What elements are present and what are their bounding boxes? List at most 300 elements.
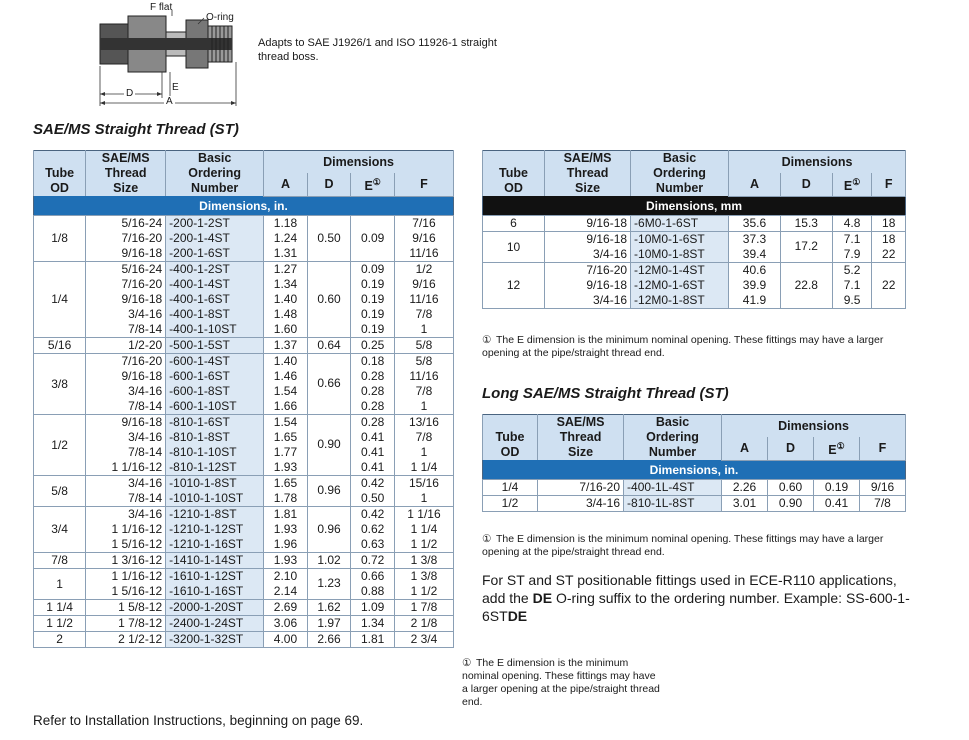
d-cell-value: 0.96 [317, 483, 341, 497]
ordering-number-cell-value: -200-1-2ST [169, 215, 230, 230]
header-a-text: A [280, 177, 290, 192]
f-cell-value: 11/16 [409, 368, 439, 383]
table-row [34, 261, 454, 337]
header-ordering-number-line: Ordering [188, 166, 242, 180]
e-cell [351, 631, 395, 647]
f-cell [394, 599, 453, 615]
tube-od-cell: 1/8 [34, 215, 86, 261]
header-tube-od-line: OD [500, 445, 520, 459]
f-cell-value: 1 1/16 [407, 506, 441, 521]
ordering-number-cell-value: -1010-1-10ST [169, 490, 244, 505]
a-cell [264, 353, 308, 414]
a-cell-value: 1.65 [273, 429, 298, 444]
header-d-text: D [324, 177, 334, 192]
a-cell [729, 262, 781, 308]
f-cell [394, 337, 453, 353]
a-cell-value: 1.31 [273, 245, 298, 260]
d-label: D [126, 88, 134, 99]
f-cell [394, 631, 453, 647]
header-thread-size-line: Thread [104, 166, 147, 180]
f-cell [872, 262, 906, 308]
tube-od-cell: 1/2 [483, 495, 538, 511]
ordering-number-cell [631, 262, 729, 308]
ece-text-1: For ST and ST positionable fittings used in ECE-R110 applications, add the [482, 572, 897, 606]
header-ordering-number-line: Basic [662, 151, 697, 165]
f-cell-value: 11/16 [409, 245, 439, 260]
header-thread-size-line: Size [113, 181, 139, 195]
f-cell-value: 9/16 [870, 479, 895, 494]
f-cell [859, 495, 905, 511]
a-cell-value: 1.96 [273, 536, 298, 551]
tube-od-cell: 1/4 [34, 261, 86, 337]
a-cell-value: 3.01 [732, 495, 757, 510]
e-cell-value: 0.42 [360, 475, 385, 490]
e-cell-value: 7.9 [843, 246, 861, 261]
footnote-mark: ① [836, 441, 845, 452]
tube-od-cell: 6 [483, 215, 545, 231]
f-cell [394, 475, 453, 506]
f-flat-label: F flat [150, 2, 173, 13]
ordering-number-cell-value: -810-1L-8ST [627, 495, 695, 510]
metric-footnote [482, 334, 912, 360]
f-cell [394, 506, 453, 552]
table-header [34, 151, 454, 197]
units-band [483, 460, 906, 479]
f-cell [872, 231, 906, 262]
footnote-mark: ① [372, 177, 381, 188]
header-e-text: E [843, 179, 853, 194]
thread-size-cell-value: 3/4-16 [128, 429, 163, 444]
a-cell [729, 231, 781, 262]
thread-size-cell-value: 9/16-18 [121, 245, 163, 260]
ordering-number-cell [624, 479, 722, 495]
e-cell-value: 0.19 [360, 276, 385, 291]
tube-od-cell: 3/8 [34, 353, 86, 414]
header-ordering-number-line: Number [655, 181, 704, 195]
a-cell-value: 3.06 [273, 615, 298, 630]
header-e [832, 173, 872, 196]
f-cell-value: 5/8 [415, 353, 433, 368]
header-a-text: A [740, 441, 750, 456]
ece-bold-1: DE [532, 590, 553, 606]
ordering-number-cell-value: -1610-1-16ST [169, 583, 244, 598]
d-cell-value: 0.64 [317, 337, 341, 352]
footnote-mark: ① [482, 533, 492, 545]
tube-od-cell: 2 [34, 631, 86, 647]
header-e-text: E [364, 179, 373, 194]
thread-size-cell-value: 5/16-24 [121, 215, 163, 230]
d-cell [768, 479, 814, 495]
f-cell-value: 1 [420, 398, 428, 413]
e-cell [351, 261, 395, 337]
ordering-number-cell [166, 631, 264, 647]
d-cell-value: 2.66 [317, 631, 341, 646]
table-row [34, 506, 454, 552]
tube-od-cell: 12 [483, 262, 545, 308]
a-cell-value: 1.93 [273, 459, 298, 474]
ordering-number-cell [166, 215, 264, 261]
e-cell [351, 215, 395, 261]
metric-table [482, 150, 906, 309]
header-e [814, 437, 860, 460]
a-cell-value: 1.66 [273, 398, 298, 413]
header-tube-od-line: Tube [499, 166, 528, 180]
a-cell-value: 4.00 [273, 631, 298, 646]
ordering-number-cell [166, 552, 264, 568]
a-cell-value: 35.6 [742, 215, 767, 230]
ordering-number-cell-value: -810-1-12ST [169, 459, 237, 474]
thread-size-cell-value: 9/16-18 [121, 368, 163, 383]
ordering-number-cell [166, 615, 264, 631]
e-cell-value: 0.19 [360, 306, 385, 321]
f-cell-value: 7/8 [415, 383, 433, 398]
d-cell-value: 0.66 [317, 376, 341, 390]
table-body [483, 479, 906, 511]
a-label: A [166, 96, 173, 107]
thread-size-cell [538, 479, 624, 495]
a-cell-value: 1.37 [273, 337, 298, 352]
thread-size-cell [86, 337, 166, 353]
ordering-number-cell-value: -810-1-10ST [169, 444, 237, 459]
header-tube-od [483, 151, 545, 197]
ordering-number-cell-value: -2000-1-20ST [169, 599, 244, 614]
e-cell-value: 0.62 [360, 521, 385, 536]
d-cell-value: 0.60 [778, 479, 803, 494]
header-ordering-number-line: Basic [197, 151, 232, 165]
thread-size-cell-value: 7/16-20 [579, 479, 621, 494]
a-cell [264, 615, 308, 631]
refer-line: Refer to Installation Instructions, beginning on page 69. [33, 713, 364, 728]
d-cell [307, 337, 351, 353]
f-cell-value: 9/16 [412, 230, 436, 245]
a-cell-value: 1.60 [273, 321, 298, 336]
units-band [483, 196, 906, 215]
d-cell [780, 231, 832, 262]
thread-size-cell [86, 631, 166, 647]
left-table-title: SAE/MS Straight Thread (ST) [33, 121, 239, 138]
e-cell-value: 1.34 [360, 615, 385, 630]
footnote-mark: ① [462, 657, 472, 669]
tube-od-cell: 1/4 [483, 479, 538, 495]
thread-size-cell-value: 9/16-18 [586, 231, 628, 246]
thread-size-cell-value: 9/16-18 [121, 291, 163, 306]
ordering-number-cell-value: -500-1-5ST [169, 337, 230, 352]
thread-size-cell [86, 261, 166, 337]
thread-size-cell-value: 9/16-18 [586, 277, 628, 292]
table-row [483, 479, 906, 495]
header-thread-size-line: SAE/MS [556, 415, 605, 429]
header-d-text: D [801, 177, 811, 192]
adapts-note: Adapts to SAE J1926/1 and ISO 11926-1 straight thread boss. [258, 37, 497, 63]
d-cell [307, 506, 351, 552]
table-row [34, 337, 454, 353]
a-cell [264, 599, 308, 615]
f-cell-value: 7/16 [412, 215, 436, 230]
ordering-number-cell [624, 495, 722, 511]
thread-size-cell-value: 3/4-16 [586, 495, 621, 510]
f-cell-value: 1 1/4 [410, 521, 438, 536]
ordering-number-cell [166, 506, 264, 552]
thread-size-cell-value: 5/16-24 [121, 261, 163, 276]
e-cell [814, 495, 860, 511]
e-cell-value: 7.1 [843, 277, 861, 292]
e-cell-value: 0.18 [360, 353, 385, 368]
e-cell [832, 262, 872, 308]
e-cell [814, 479, 860, 495]
ordering-number-cell-value: -400-1-6ST [169, 291, 230, 306]
ordering-number-cell-value: -200-1-4ST [169, 230, 230, 245]
a-cell-value: 1.46 [273, 368, 298, 383]
thread-size-cell-value: 9/16-18 [121, 414, 163, 429]
header-tube-od [34, 151, 86, 197]
e-cell [351, 599, 395, 615]
a-cell-value: 1.93 [273, 552, 298, 567]
ordering-number-cell-value: -600-1-10ST [169, 398, 237, 413]
e-cell-value: 5.2 [843, 262, 861, 277]
thread-size-cell [86, 552, 166, 568]
thread-size-cell [86, 615, 166, 631]
e-cell [351, 506, 395, 552]
table-row [34, 353, 454, 414]
thread-size-cell-value: 1 1/16-12 [111, 459, 163, 474]
a-cell-value: 1.34 [273, 276, 298, 291]
header-thread-size-line: Size [575, 181, 601, 195]
units-band-text: Dimensions, in. [34, 196, 454, 215]
tube-od-cell: 1 [34, 568, 86, 599]
ordering-number-cell-value: -6M0-1-6ST [634, 215, 699, 230]
d-cell-value: 1.02 [317, 552, 341, 567]
e-cell [351, 615, 395, 631]
header-f [859, 437, 905, 460]
thread-size-cell-value: 7/16-20 [586, 262, 628, 277]
a-cell-value: 40.6 [742, 262, 767, 277]
footnote-mark: ① [852, 177, 861, 188]
ordering-number-cell [166, 475, 264, 506]
header-tube-od-line: Tube [45, 166, 75, 180]
header-f-text: F [878, 441, 887, 456]
ordering-number-cell [166, 353, 264, 414]
header-thread-size [545, 151, 631, 197]
ordering-number-cell-value: -400-1-10ST [169, 321, 237, 336]
d-cell [768, 495, 814, 511]
ordering-number-cell-value: -1210-1-8ST [169, 506, 237, 521]
thread-size-cell [538, 495, 624, 511]
ordering-number-cell [166, 337, 264, 353]
f-cell-value: 18 [882, 231, 896, 246]
thread-size-cell [86, 599, 166, 615]
e-cell-value: 0.28 [360, 368, 385, 383]
f-cell-value: 2 1/8 [410, 615, 438, 630]
sae-ms-table [33, 150, 454, 648]
d-cell-value: 0.50 [317, 230, 341, 245]
a-cell-value: 1.24 [273, 230, 298, 245]
ordering-number-cell-value: -1410-1-14ST [169, 552, 244, 567]
d-cell-value: 0.60 [317, 291, 341, 306]
long-footnote-text: The E dimension is the minimum nominal opening. These fittings may have a larger opening at the pipe/straight thread end. [482, 533, 884, 558]
d-cell [780, 262, 832, 308]
units-band-text: Dimensions, mm [483, 196, 906, 215]
header-tube-od [483, 415, 538, 461]
table-row [483, 231, 906, 262]
f-cell [394, 615, 453, 631]
header-row [483, 415, 906, 438]
thread-size-cell [545, 262, 631, 308]
f-cell [394, 414, 453, 475]
bottom-footnote-text: The E dimension is the minimum nominal opening. These fittings may have a larger opening at the pipe/straight thread end. [462, 657, 660, 708]
f-cell-value: 11/16 [409, 291, 439, 306]
e-cell [351, 353, 395, 414]
thread-size-cell-value: 7/16-20 [121, 276, 163, 291]
f-cell-value: 7/8 [415, 429, 433, 444]
thread-size-cell-value: 1 7/8-12 [118, 615, 163, 630]
table-row [34, 475, 454, 506]
table-header [483, 415, 906, 461]
bottom-footnote [462, 657, 662, 709]
f-cell-value: 9/16 [412, 276, 436, 291]
a-cell [722, 495, 768, 511]
a-cell [264, 261, 308, 337]
thread-size-cell-value: 9/16-18 [586, 215, 628, 230]
long-table-title: Long SAE/MS Straight Thread (ST) [482, 385, 729, 402]
ordering-number-cell-value: -2400-1-24ST [169, 615, 244, 630]
units-band-row [483, 196, 906, 215]
a-cell-value: 1.77 [273, 444, 298, 459]
header-ordering-number [624, 415, 722, 461]
e-cell-value: 0.41 [360, 429, 385, 444]
ece-text-2: O-ring suffix to the ordering number. Example: SS-600-1-6ST [482, 590, 910, 624]
ordering-number-cell-value: -1610-1-12ST [169, 568, 244, 583]
tube-od-cell: 1 1/4 [34, 599, 86, 615]
a-cell-value: 41.9 [742, 292, 767, 307]
e-cell [351, 568, 395, 599]
f-cell-value: 22 [882, 246, 896, 261]
header-ordering-number-line: Number [648, 445, 697, 459]
tube-od-cell: 7/8 [34, 552, 86, 568]
f-cell-value: 1/2 [415, 261, 433, 276]
header-thread-size-line: SAE/MS [101, 151, 150, 165]
d-cell-value: 1.62 [317, 599, 341, 614]
f-cell [872, 215, 906, 231]
table-header [483, 151, 906, 197]
header-f [872, 173, 906, 196]
header-row [34, 151, 454, 174]
a-cell [264, 475, 308, 506]
e-cell-value: 9.5 [843, 292, 861, 307]
ordering-number-cell-value: -10M0-1-8ST [634, 246, 705, 261]
e-cell-value: 7.1 [843, 231, 861, 246]
d-cell-value: 17.2 [794, 239, 818, 253]
table-row [34, 615, 454, 631]
header-d [780, 173, 832, 196]
table-row [34, 568, 454, 599]
e-cell-value: 0.42 [360, 506, 385, 521]
e-cell-value: 0.72 [360, 552, 385, 567]
thread-size-cell-value: 1 5/8-12 [118, 599, 163, 614]
ordering-number-cell-value: -810-1-8ST [169, 429, 230, 444]
a-cell-value: 2.10 [273, 568, 298, 583]
d-cell-value: 22.8 [794, 277, 818, 292]
table-row [34, 631, 454, 647]
e-cell-value: 0.88 [360, 583, 385, 598]
d-cell-value: 0.90 [778, 495, 803, 510]
thread-size-cell [545, 215, 631, 231]
table-row [483, 262, 906, 308]
tube-od-cell: 5/8 [34, 475, 86, 506]
a-cell-value: 2.14 [273, 583, 298, 598]
d-cell [307, 261, 351, 337]
ordering-number-cell-value: -400-1-2ST [169, 261, 230, 276]
a-cell-value: 39.9 [742, 277, 767, 292]
header-dimensions: Dimensions [722, 415, 906, 438]
header-thread-size-line: SAE/MS [563, 151, 612, 165]
d-cell [307, 631, 351, 647]
header-f-text: F [420, 177, 428, 192]
thread-size-cell [86, 568, 166, 599]
a-cell-value: 1.93 [273, 521, 298, 536]
e-cell [832, 231, 872, 262]
e-cell-value: 0.19 [824, 479, 849, 494]
f-cell-value: 13/16 [408, 414, 439, 429]
ordering-number-cell-value: -1210-1-12ST [169, 521, 244, 536]
thread-size-cell-value: 7/16-20 [121, 230, 163, 245]
f-cell [394, 568, 453, 599]
a-cell [264, 568, 308, 599]
table-row [34, 215, 454, 261]
header-a [722, 437, 768, 460]
d-cell [780, 215, 832, 231]
f-cell-value: 1 [420, 490, 428, 505]
f-cell [859, 479, 905, 495]
e-cell-value: 0.63 [360, 536, 385, 551]
d-cell [307, 552, 351, 568]
e-label: E [172, 82, 179, 93]
header-tube-od-line: OD [50, 181, 69, 195]
d-cell [307, 568, 351, 599]
table-body [34, 215, 454, 647]
e-cell-value: 0.66 [360, 568, 385, 583]
e-cell-value: 0.19 [360, 321, 385, 336]
header-row [483, 151, 906, 174]
f-cell-value: 1 3/8 [410, 568, 438, 583]
thread-size-cell-value: 2 1/2-12 [118, 631, 163, 646]
tube-od-cell: 5/16 [34, 337, 86, 353]
f-cell-value: 1 1/4 [410, 459, 438, 474]
thread-size-cell-value: 7/8-14 [128, 444, 163, 459]
ordering-number-cell-value: -12M0-1-6ST [634, 277, 705, 292]
e-cell-value: 0.28 [360, 398, 385, 413]
a-cell-value: 1.18 [273, 215, 298, 230]
e-cell-value: 0.28 [360, 383, 385, 398]
thread-size-cell-value: 7/16-20 [121, 353, 163, 368]
d-cell-value: 0.96 [317, 521, 341, 536]
e-cell-value: 0.41 [360, 444, 385, 459]
f-cell-value: 1 1/2 [410, 536, 438, 551]
units-band-text: Dimensions, in. [483, 460, 906, 479]
e-cell-value: 0.09 [360, 230, 385, 245]
f-cell-value: 18 [882, 215, 896, 230]
a-cell [264, 414, 308, 475]
thread-size-cell-value: 3/4-16 [593, 292, 628, 307]
e-cell [351, 475, 395, 506]
ordering-number-cell [166, 414, 264, 475]
d-cell [307, 414, 351, 475]
a-cell-value: 1.40 [273, 353, 298, 368]
tube-od-cell: 1 1/2 [34, 615, 86, 631]
header-thread-size-line: Thread [566, 166, 609, 180]
d-cell-value: 0.90 [317, 437, 341, 451]
header-tube-od-line: Tube [495, 430, 525, 444]
ordering-number-cell [166, 261, 264, 337]
